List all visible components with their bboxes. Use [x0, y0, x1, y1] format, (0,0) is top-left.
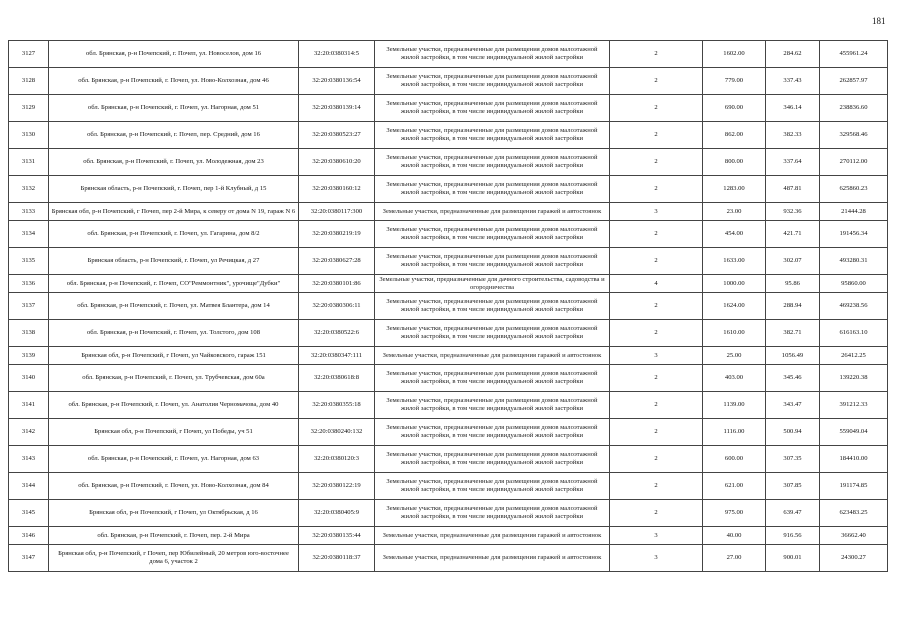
row-number-cell: 3146	[9, 527, 49, 545]
specific-value-cell: 487.81	[766, 176, 820, 203]
group-cell: 2	[610, 500, 703, 527]
land-use-purpose-cell: Земельные участки, предназначенные для размещения домов малоэтажной жилой застройки, в том числе индивидуальной жилой застройки	[375, 365, 610, 392]
area-cell: 1139.00	[703, 392, 766, 419]
area-cell: 40.00	[703, 527, 766, 545]
address-cell: Брянская обл, р-н Почепский, г Почеп, ул Победы, уч 51	[49, 419, 299, 446]
table-row	[9, 122, 888, 149]
specific-value-cell: 343.47	[766, 392, 820, 419]
row-number-cell: 3131	[9, 149, 49, 176]
land-use-purpose-cell: Земельные участки, предназначенные для размещения домов малоэтажной жилой застройки, в том числе индивидуальной жилой застройки	[375, 41, 610, 68]
cadastral-number-cell: 32:20:0380314:5	[299, 41, 375, 68]
address-cell: Брянская обл, р-н Почепский, г Почеп, пер Юбилейный, 20 метров юго-восточнее дома 6, участок 2	[49, 545, 299, 572]
table-row	[9, 221, 888, 248]
cadastral-value-cell: 455961.24	[820, 41, 888, 68]
address-cell: обл. Брянская, р-н Почепский, г. Почеп, ул. Нагорная, дом 51	[49, 95, 299, 122]
cadastral-number-cell: 32:20:0380240:132	[299, 419, 375, 446]
area-cell: 1000.00	[703, 275, 766, 293]
cadastral-number-cell: 32:20:0380219:19	[299, 221, 375, 248]
specific-value-cell: 284.62	[766, 41, 820, 68]
area-cell: 403.00	[703, 365, 766, 392]
land-use-purpose-cell: Земельные участки, предназначенные для размещения домов малоэтажной жилой застройки, в том числе индивидуальной жилой застройки	[375, 419, 610, 446]
land-use-purpose-cell: Земельные участки, предназначенные для размещения домов малоэтажной жилой застройки, в том числе индивидуальной жилой застройки	[375, 176, 610, 203]
table-row	[9, 248, 888, 275]
row-number-cell: 3137	[9, 293, 49, 320]
cadastral-value-cell: 26412.25	[820, 347, 888, 365]
specific-value-cell: 346.14	[766, 95, 820, 122]
cadastral-value-cell: 391212.33	[820, 392, 888, 419]
area-cell: 779.00	[703, 68, 766, 95]
specific-value-cell: 307.85	[766, 473, 820, 500]
address-cell: обл. Брянская, р-н Почепский, г. Почеп, ул. Ново-Колхозная, дом 84	[49, 473, 299, 500]
address-cell: обл. Брянская, р-н Почепский, г. Почеп, ул. Анатолия Черномачова, дом 40	[49, 392, 299, 419]
area-cell: 800.00	[703, 149, 766, 176]
land-use-purpose-cell: Земельные участки, предназначенные для размещения домов малоэтажной жилой застройки, в том числе индивидуальной жилой застройки	[375, 392, 610, 419]
specific-value-cell: 288.94	[766, 293, 820, 320]
area-cell: 23.00	[703, 203, 766, 221]
specific-value-cell: 382.71	[766, 320, 820, 347]
area-cell: 1633.00	[703, 248, 766, 275]
cadastral-value-cell: 191456.34	[820, 221, 888, 248]
cadastral-number-cell: 32:20:0380523:27	[299, 122, 375, 149]
specific-value-cell: 916.56	[766, 527, 820, 545]
group-cell: 2	[610, 95, 703, 122]
land-use-purpose-cell: Земельные участки, предназначенные для размещения домов малоэтажной жилой застройки, в том числе индивидуальной жилой застройки	[375, 473, 610, 500]
registry-rows	[9, 41, 888, 572]
table-row	[9, 392, 888, 419]
group-cell: 4	[610, 275, 703, 293]
address-cell: обл. Брянская, р-н Почепский, г. Почеп, ул. Нагорная, дом 63	[49, 446, 299, 473]
row-number-cell: 3133	[9, 203, 49, 221]
cadastral-number-cell: 32:20:0380122:19	[299, 473, 375, 500]
group-cell: 2	[610, 293, 703, 320]
cadastral-value-cell: 238836.60	[820, 95, 888, 122]
land-use-purpose-cell: Земельные участки, предназначенные для размещения домов малоэтажной жилой застройки, в том числе индивидуальной жилой застройки	[375, 446, 610, 473]
cadastral-value-cell: 270112.00	[820, 149, 888, 176]
cadastral-value-cell: 95860.00	[820, 275, 888, 293]
table-row	[9, 500, 888, 527]
land-use-purpose-cell: Земельные участки, предназначенные для размещения гаражей и автостоянок	[375, 347, 610, 365]
cadastral-value-cell: 559049.04	[820, 419, 888, 446]
group-cell: 2	[610, 149, 703, 176]
table-row	[9, 149, 888, 176]
land-use-purpose-cell: Земельные участки, предназначенные для размещения гаражей и автостоянок	[375, 203, 610, 221]
group-cell: 2	[610, 473, 703, 500]
table-row	[9, 275, 888, 293]
group-cell: 3	[610, 203, 703, 221]
group-cell: 2	[610, 320, 703, 347]
group-cell: 2	[610, 365, 703, 392]
cadastral-value-cell: 262857.97	[820, 68, 888, 95]
group-cell: 2	[610, 122, 703, 149]
address-cell: обл. Брянская, р-н Почепский, г. Почеп, ул. Гагарина, дом 8/2	[49, 221, 299, 248]
address-cell: Брянская область, р-н Почепский, г. Почеп, пер 1-й Клубный, д 15	[49, 176, 299, 203]
group-cell: 2	[610, 68, 703, 95]
address-cell: обл. Брянская, р-н Почепский, г. Почеп, пер. Средний, дом 16	[49, 122, 299, 149]
cadastral-value-cell: 623483.25	[820, 500, 888, 527]
area-cell: 600.00	[703, 446, 766, 473]
row-number-cell: 3147	[9, 545, 49, 572]
group-cell: 2	[610, 392, 703, 419]
group-cell: 3	[610, 545, 703, 572]
cadastral-number-cell: 32:20:0380522:6	[299, 320, 375, 347]
address-cell: Брянская область, р-н Почепский, г. Почеп, ул Речицкая, д 27	[49, 248, 299, 275]
specific-value-cell: 337.43	[766, 68, 820, 95]
land-use-purpose-cell: Земельные участки, предназначенные для размещения домов малоэтажной жилой застройки, в том числе индивидуальной жилой застройки	[375, 68, 610, 95]
address-cell: Брянская обл, р-н Почепский, г Почеп, ул Чайковского, гараж 151	[49, 347, 299, 365]
group-cell: 2	[610, 248, 703, 275]
table-row	[9, 176, 888, 203]
land-use-purpose-cell: Земельные участки, предназначенные для размещения домов малоэтажной жилой застройки, в том числе индивидуальной жилой застройки	[375, 149, 610, 176]
area-cell: 454.00	[703, 221, 766, 248]
cadastral-number-cell: 32:20:0380118:37	[299, 545, 375, 572]
row-number-cell: 3130	[9, 122, 49, 149]
area-cell: 690.00	[703, 95, 766, 122]
row-number-cell: 3132	[9, 176, 49, 203]
cadastral-number-cell: 32:20:0380405:9	[299, 500, 375, 527]
specific-value-cell: 345.46	[766, 365, 820, 392]
row-number-cell: 3142	[9, 419, 49, 446]
table-row	[9, 419, 888, 446]
group-cell: 3	[610, 347, 703, 365]
row-number-cell: 3141	[9, 392, 49, 419]
cadastral-number-cell: 32:20:0380117:300	[299, 203, 375, 221]
page-number: 181	[872, 16, 886, 26]
cadastral-value-cell: 493280.31	[820, 248, 888, 275]
area-cell: 1602.00	[703, 41, 766, 68]
cadastral-value-cell: 329568.46	[820, 122, 888, 149]
table-row	[9, 365, 888, 392]
table-row	[9, 320, 888, 347]
cadastral-value-cell: 139220.38	[820, 365, 888, 392]
address-cell: обл. Брянская, р-н Почепский, г. Почеп, ул. Толстого, дом 108	[49, 320, 299, 347]
table-row	[9, 95, 888, 122]
area-cell: 1610.00	[703, 320, 766, 347]
group-cell: 2	[610, 419, 703, 446]
group-cell: 2	[610, 41, 703, 68]
area-cell: 862.00	[703, 122, 766, 149]
land-use-purpose-cell: Земельные участки, предназначенные для размещения домов малоэтажной жилой застройки, в том числе индивидуальной жилой застройки	[375, 248, 610, 275]
specific-value-cell: 382.33	[766, 122, 820, 149]
row-number-cell: 3143	[9, 446, 49, 473]
group-cell: 3	[610, 527, 703, 545]
cadastral-number-cell: 32:20:0380139:14	[299, 95, 375, 122]
cadastral-number-cell: 32:20:0380618:8	[299, 365, 375, 392]
address-cell: обл. Брянская, р-н Почепский, г. Почеп, пер. 2-й Мира	[49, 527, 299, 545]
land-use-purpose-cell: Земельные участки, предназначенные для размещения гаражей и автостоянок	[375, 527, 610, 545]
cadastral-number-cell: 32:20:0380627:28	[299, 248, 375, 275]
address-cell: обл. Брянская, р-н Почепский, г. Почеп, ул. Молодежная, дом 23	[49, 149, 299, 176]
group-cell: 2	[610, 446, 703, 473]
specific-value-cell: 337.64	[766, 149, 820, 176]
specific-value-cell: 307.35	[766, 446, 820, 473]
cadastral-number-cell: 32:20:0380306:11	[299, 293, 375, 320]
land-use-purpose-cell: Земельные участки, предназначенные для размещения домов малоэтажной жилой застройки, в том числе индивидуальной жилой застройки	[375, 293, 610, 320]
row-number-cell: 3140	[9, 365, 49, 392]
group-cell: 2	[610, 176, 703, 203]
row-number-cell: 3139	[9, 347, 49, 365]
address-cell: Брянская обл, р-н Почепский, г Почеп, пер 2-й Мира, к северу от дома N 19, гараж N 6	[49, 203, 299, 221]
row-number-cell: 3136	[9, 275, 49, 293]
table-row	[9, 68, 888, 95]
table-row	[9, 527, 888, 545]
table-row	[9, 473, 888, 500]
table-row	[9, 41, 888, 68]
specific-value-cell: 421.71	[766, 221, 820, 248]
address-cell: обл. Брянская, р-н Почепский, г. Почеп, ул. Ново-Колхозная, дом 46	[49, 68, 299, 95]
specific-value-cell: 302.07	[766, 248, 820, 275]
land-use-purpose-cell: Земельные участки, предназначенные для размещения домов малоэтажной жилой застройки, в том числе индивидуальной жилой застройки	[375, 95, 610, 122]
row-number-cell: 3144	[9, 473, 49, 500]
land-registry-table	[8, 40, 888, 572]
table-row	[9, 446, 888, 473]
cadastral-number-cell: 32:20:0380120:3	[299, 446, 375, 473]
table-row	[9, 203, 888, 221]
cadastral-value-cell: 21444.28	[820, 203, 888, 221]
area-cell: 27.00	[703, 545, 766, 572]
land-use-purpose-cell: Земельные участки, предназначенные для размещения гаражей и автостоянок	[375, 545, 610, 572]
cadastral-value-cell: 616163.10	[820, 320, 888, 347]
land-use-purpose-cell: Земельные участки, предназначенные для размещения домов малоэтажной жилой застройки, в том числе индивидуальной жилой застройки	[375, 500, 610, 527]
address-cell: обл. Брянская, р-н Почепский, г. Почеп, ул. Трубчевская, дом 60а	[49, 365, 299, 392]
land-use-purpose-cell: Земельные участки, предназначенные для размещения домов малоэтажной жилой застройки, в том числе индивидуальной жилой застройки	[375, 320, 610, 347]
cadastral-value-cell: 625860.23	[820, 176, 888, 203]
area-cell: 621.00	[703, 473, 766, 500]
table-row	[9, 347, 888, 365]
row-number-cell: 3138	[9, 320, 49, 347]
specific-value-cell: 1056.49	[766, 347, 820, 365]
row-number-cell: 3134	[9, 221, 49, 248]
group-cell: 2	[610, 221, 703, 248]
cadastral-value-cell: 184410.00	[820, 446, 888, 473]
row-number-cell: 3128	[9, 68, 49, 95]
land-use-purpose-cell: Земельные участки, предназначенные для размещения домов малоэтажной жилой застройки, в том числе индивидуальной жилой застройки	[375, 122, 610, 149]
cadastral-value-cell: 191174.85	[820, 473, 888, 500]
area-cell: 1116.00	[703, 419, 766, 446]
area-cell: 975.00	[703, 500, 766, 527]
area-cell: 25.00	[703, 347, 766, 365]
row-number-cell: 3145	[9, 500, 49, 527]
table-row	[9, 293, 888, 320]
specific-value-cell: 900.01	[766, 545, 820, 572]
cadastral-number-cell: 32:20:0380610:20	[299, 149, 375, 176]
cadastral-number-cell: 32:20:0380355:18	[299, 392, 375, 419]
cadastral-value-cell: 24300.27	[820, 545, 888, 572]
address-cell: обл. Брянская, р-н Почепский, г. Почеп, ул. Новоселов, дом 16	[49, 41, 299, 68]
specific-value-cell: 639.47	[766, 500, 820, 527]
land-use-purpose-cell: Земельные участки, предназначенные для дачного строительства, садоводства и огородничества	[375, 275, 610, 293]
specific-value-cell: 932.36	[766, 203, 820, 221]
cadastral-number-cell: 32:20:0380160:12	[299, 176, 375, 203]
cadastral-number-cell: 32:20:0380101:86	[299, 275, 375, 293]
address-cell: Брянская обл, р-н Почепский, г Почеп, ул Октябрьская, д 16	[49, 500, 299, 527]
specific-value-cell: 500.94	[766, 419, 820, 446]
row-number-cell: 3127	[9, 41, 49, 68]
specific-value-cell: 95.86	[766, 275, 820, 293]
area-cell: 1624.00	[703, 293, 766, 320]
cadastral-number-cell: 32:20:0380135:44	[299, 527, 375, 545]
area-cell: 1283.00	[703, 176, 766, 203]
cadastral-number-cell: 32:20:0380136:54	[299, 68, 375, 95]
cadastral-value-cell: 36662.40	[820, 527, 888, 545]
cadastral-value-cell: 469238.56	[820, 293, 888, 320]
table-row	[9, 545, 888, 572]
row-number-cell: 3135	[9, 248, 49, 275]
address-cell: обл. Брянская, р-н Почепский, г. Почеп, ул. Матвея Блантера, дом 14	[49, 293, 299, 320]
row-number-cell: 3129	[9, 95, 49, 122]
cadastral-number-cell: 32:20:0380347:111	[299, 347, 375, 365]
address-cell: обл. Брянская, р-н Почепский, г. Почеп, СО"Реммонтник", урочище"Дубки"	[49, 275, 299, 293]
land-use-purpose-cell: Земельные участки, предназначенные для размещения домов малоэтажной жилой застройки, в том числе индивидуальной жилой застройки	[375, 221, 610, 248]
